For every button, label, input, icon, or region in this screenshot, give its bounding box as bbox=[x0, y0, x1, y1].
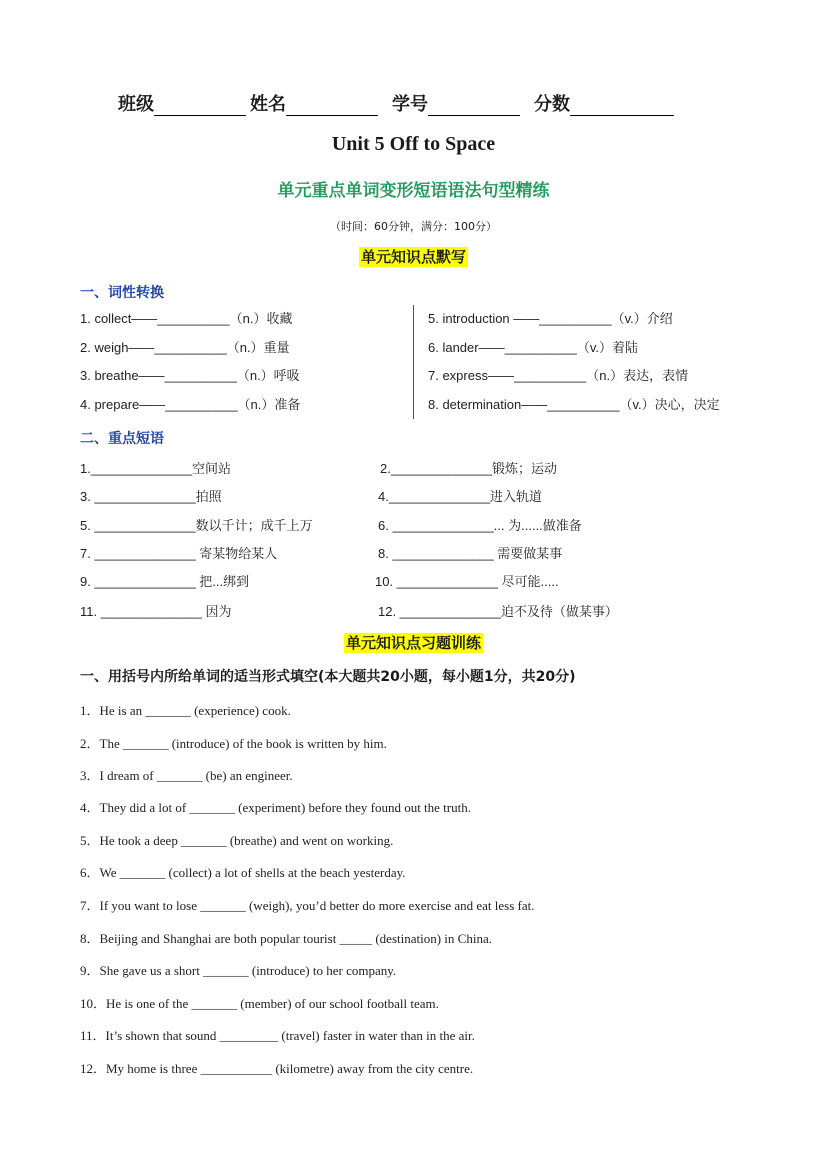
question-item: 7．If you want to lose _______ (weigh), you’d better do more exercise and eat less fat. bbox=[80, 898, 535, 913]
phrase-item: 2.______________锻炼；运动 bbox=[380, 461, 558, 476]
exercise-heading: 一、用括号内所给单词的适当形式填空(本大题共20小题，每小题1分，共20分) bbox=[80, 669, 576, 685]
phrase-item: 8. ______________ 需要做某事 bbox=[378, 546, 563, 561]
class-label: 班级 bbox=[118, 94, 154, 115]
question-item: 1．He is an _______ (experience) cook. bbox=[80, 703, 291, 718]
phrase-item: 10. ______________ 尽可能..... bbox=[375, 574, 559, 589]
phrase-item: 7. ______________ 寄某物给某人 bbox=[80, 546, 278, 561]
section-banner-knowledge: 单元知识点默写 bbox=[360, 248, 466, 266]
phrase-item: 3. ______________拍照 bbox=[80, 489, 222, 504]
score-blank[interactable] bbox=[570, 97, 674, 116]
phrase-item: 1.______________空间站 bbox=[80, 461, 232, 476]
name-label: 姓名 bbox=[250, 94, 286, 115]
question-item: 10．He is one of the _______ (member) of our school football team. bbox=[80, 996, 439, 1011]
number-label: 学号 bbox=[392, 94, 428, 115]
word-item: 7. express——__________（n.）表达，表情 bbox=[428, 368, 689, 383]
number-blank[interactable] bbox=[428, 97, 520, 116]
name-blank[interactable] bbox=[286, 97, 378, 116]
word-item: 5. introduction ——__________（v.）介绍 bbox=[428, 311, 673, 326]
question-item: 3．I dream of _______ (be) an engineer. bbox=[80, 768, 293, 783]
question-item: 9．She gave us a short _______ (introduce) to her company. bbox=[80, 963, 397, 978]
word-item: 6. lander——__________（v.）着陆 bbox=[428, 340, 639, 355]
question-item: 12．My home is three ___________ (kilometre) away from the city centre. bbox=[80, 1061, 474, 1076]
phrase-item: 6. ______________... 为......做准备 bbox=[378, 518, 582, 533]
word-item: 4. prepare——__________（n.）准备 bbox=[80, 397, 301, 412]
time-note: （时间：60分钟，满分：100分） bbox=[330, 220, 497, 233]
section2-heading: 二、重点短语 bbox=[80, 431, 164, 447]
question-item: 8．Beijing and Shanghai are both popular tourist _____ (destination) in China. bbox=[80, 931, 492, 946]
question-item: 11．It’s shown that sound _________ (travel) faster in water than in the air. bbox=[80, 1028, 475, 1043]
word-item: 3. breathe——__________（n.）呼吸 bbox=[80, 368, 300, 383]
section1-heading: 一、词性转换 bbox=[80, 285, 164, 301]
page-subtitle: 单元重点单词变形短语语法句型精练 bbox=[277, 181, 550, 201]
phrase-item: 9. ______________ 把...绑到 bbox=[80, 574, 250, 589]
score-label: 分数 bbox=[534, 94, 570, 115]
question-item: 4．They did a lot of _______ (experiment) before they found out the truth. bbox=[80, 800, 471, 815]
phrase-item: 11. ______________ 因为 bbox=[80, 604, 232, 619]
phrase-item: 5. ______________数以千计；成千上万 bbox=[80, 518, 313, 533]
page-title: Unit 5 Off to Space bbox=[331, 133, 496, 155]
question-item: 5．He took a deep _______ (breathe) and went on working. bbox=[80, 833, 394, 848]
phrase-item: 12. ______________迫不及待（做某事） bbox=[378, 604, 618, 619]
word-item: 1. collect——__________（n.）收藏 bbox=[80, 311, 293, 326]
question-item: 6．We _______ (collect) a lot of shells at the beach yesterday. bbox=[80, 865, 406, 880]
student-info-line bbox=[118, 90, 678, 116]
section-banner-exercise: 单元知识点习题训练 bbox=[345, 634, 481, 652]
word-item: 8. determination——__________（v.）决心，决定 bbox=[428, 397, 720, 412]
column-divider bbox=[413, 305, 414, 419]
question-item: 2．The _______ (introduce) of the book is written by him. bbox=[80, 736, 387, 751]
word-item: 2. weigh——__________（n.）重量 bbox=[80, 340, 290, 355]
phrase-item: 4.______________进入轨道 bbox=[378, 489, 543, 504]
class-blank[interactable] bbox=[154, 97, 246, 116]
